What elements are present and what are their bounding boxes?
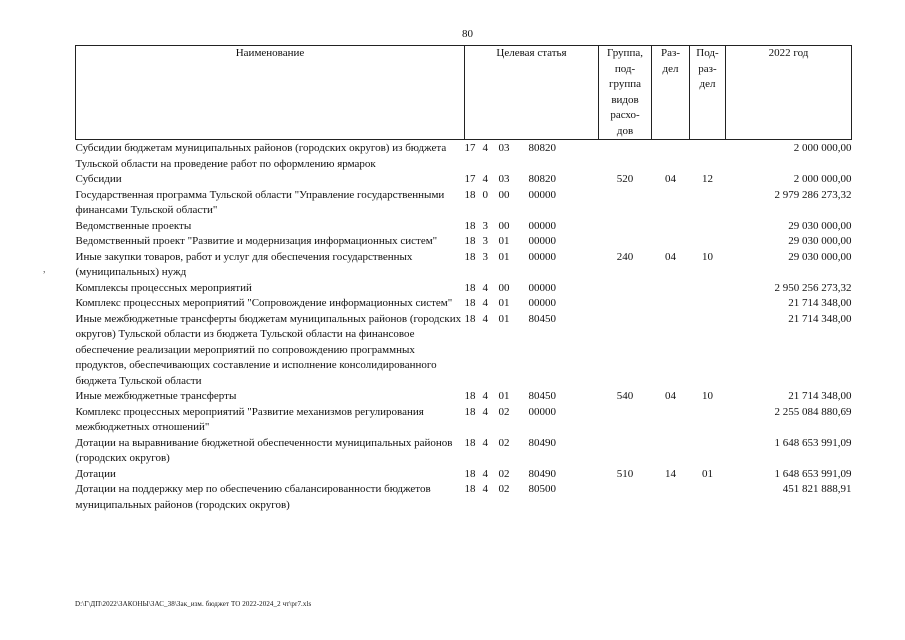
- amount-2022: 1 648 653 991,09: [774, 467, 852, 480]
- row-name: Субсидии бюджетам муниципальных районов (городских округов) из бюджета Тульской области на проведение работ по оформлению ярмарок: [75, 142, 447, 170]
- amount-2022: 21 714 348,00: [788, 312, 852, 325]
- code-event: 00: [498, 188, 510, 201]
- row-name: Комплексы процессных мероприятий: [75, 281, 252, 294]
- code-direction: 00000: [528, 281, 556, 294]
- code-direction: 80820: [528, 173, 556, 185]
- amount-2022: 1 648 653 991,09: [774, 436, 852, 449]
- code-program: 18: [464, 390, 476, 402]
- code-event: 02: [498, 405, 510, 418]
- amount-2022: 29 030 000,00: [788, 219, 852, 232]
- code-event: 00: [498, 281, 510, 294]
- code-direction: 00000: [528, 235, 556, 247]
- section: 04: [665, 390, 676, 402]
- subsection: [690, 482, 726, 513]
- code-program: 17: [464, 142, 476, 154]
- code-subprogram: 4: [482, 483, 488, 495]
- subsection: [690, 140, 726, 173]
- table-row: [76, 405, 852, 436]
- table-body: [76, 140, 852, 514]
- expense-group: 540: [616, 390, 634, 402]
- table-row: [76, 140, 852, 173]
- code-direction: 00000: [528, 405, 556, 418]
- expense-group: [599, 188, 652, 219]
- subsection: 01: [702, 467, 713, 480]
- code-direction: 00000: [528, 250, 556, 263]
- subsection: 10: [702, 250, 713, 263]
- header-year: 2022 год: [726, 46, 852, 140]
- code-direction: 80490: [528, 467, 556, 480]
- code-subprogram: 4: [482, 173, 488, 185]
- subsection: [690, 436, 726, 467]
- table-row: [76, 219, 852, 235]
- margin-mark: ,: [43, 264, 46, 275]
- code-program: 17: [464, 173, 476, 185]
- subsection: [690, 219, 726, 235]
- row-name: Дотации: [75, 467, 116, 480]
- code-event: 00: [498, 219, 510, 232]
- expense-group: [599, 140, 652, 173]
- section: [652, 296, 690, 312]
- table-row: [76, 172, 852, 188]
- code-subprogram: 4: [482, 142, 488, 154]
- header-target-article: Целевая статья: [465, 46, 599, 140]
- header-group: Группа, под- группа видов расхо- дов: [599, 46, 652, 140]
- table-row: [76, 482, 852, 513]
- file-path-footer: D:\Г\ДП\2022\ЗАКОНЫ\ЗАС_38\Зак_изм. бюджет ТО 2022-2024_2 чт\pr7.xls: [75, 600, 312, 608]
- code-subprogram: 4: [482, 405, 488, 418]
- code-direction: 80500: [528, 483, 556, 495]
- budget-table: [75, 45, 852, 513]
- code-program: 18: [464, 250, 476, 263]
- code-subprogram: 4: [482, 436, 488, 449]
- code-subprogram: 4: [482, 390, 488, 402]
- subsection: [690, 281, 726, 297]
- code-event: 02: [498, 467, 510, 480]
- code-event: 03: [498, 142, 510, 154]
- section: [652, 219, 690, 235]
- row-name: Иные межбюджетные трансферты: [75, 390, 237, 402]
- header-subsection: Под- раз- дел: [690, 46, 726, 140]
- amount-2022: 29 030 000,00: [788, 235, 852, 247]
- code-program: 18: [464, 188, 476, 201]
- code-direction: 00000: [528, 297, 556, 309]
- table-header-row: [76, 46, 852, 140]
- section: 04: [665, 173, 676, 185]
- code-event: 01: [498, 297, 510, 309]
- code-event: 01: [498, 235, 510, 247]
- expense-group: [599, 281, 652, 297]
- code-program: 18: [464, 405, 476, 418]
- code-direction: 00000: [528, 219, 556, 232]
- subsection: 12: [702, 173, 713, 185]
- row-name: Комплекс процессных мероприятий "Развитие механизмов регулирования межбюджетных отношений": [75, 405, 424, 433]
- code-direction: 00000: [528, 188, 556, 201]
- code-program: 18: [464, 312, 476, 325]
- code-program: 18: [464, 281, 476, 294]
- table-row: [76, 312, 852, 390]
- code-program: 18: [464, 235, 476, 247]
- code-subprogram: 4: [482, 312, 488, 325]
- row-name: Дотации на поддержку мер по обеспечению сбалансированности бюджетов муниципальных районов (городских округов): [75, 483, 431, 511]
- code-direction: 80450: [528, 390, 556, 402]
- code-direction: 80450: [528, 312, 556, 325]
- code-subprogram: 4: [482, 297, 488, 309]
- code-event: 02: [498, 436, 510, 449]
- code-program: 18: [464, 436, 476, 449]
- amount-2022: 2 000 000,00: [793, 142, 852, 154]
- amount-2022: 2 255 084 880,69: [774, 405, 852, 418]
- expense-group: 510: [616, 467, 634, 480]
- amount-2022: 21 714 348,00: [788, 390, 852, 402]
- expense-group: [599, 234, 652, 250]
- code-event: 03: [498, 173, 510, 185]
- section: [652, 482, 690, 513]
- code-program: 18: [464, 467, 476, 480]
- row-name: Иные межбюджетные трансферты бюджетам муниципальных районов (городских округов) Тульской области из бюджета Тульской области на финансовое обеспечение реализации мероприятий по сопровождению программных продуктов, обеспечивающих составление и исполнение консолидированного бюджета Тульской области: [75, 312, 462, 387]
- amount-2022: 2 000 000,00: [793, 173, 852, 185]
- code-direction: 80820: [528, 142, 556, 154]
- code-event: 02: [498, 483, 510, 495]
- amount-2022: 2 950 256 273,32: [774, 281, 852, 294]
- code-subprogram: 4: [482, 281, 488, 294]
- section: 04: [665, 250, 676, 263]
- table-row: [76, 188, 852, 219]
- expense-group: [599, 482, 652, 513]
- table-row: [76, 389, 852, 405]
- expense-group: [599, 312, 652, 390]
- subsection: [690, 188, 726, 219]
- expense-group: 240: [616, 250, 634, 263]
- expense-group: [599, 405, 652, 436]
- table-row: [76, 467, 852, 483]
- expense-group: 520: [616, 173, 634, 185]
- section: [652, 281, 690, 297]
- code-program: 18: [464, 219, 476, 232]
- section: [652, 188, 690, 219]
- subsection: [690, 234, 726, 250]
- table-row: [76, 436, 852, 467]
- amount-2022: 29 030 000,00: [788, 250, 852, 263]
- table-row: [76, 234, 852, 250]
- row-name: Субсидии: [75, 173, 122, 185]
- code-program: 18: [464, 483, 476, 495]
- expense-group: [599, 219, 652, 235]
- section: [652, 140, 690, 173]
- amount-2022: 21 714 348,00: [788, 297, 852, 309]
- amount-2022: 2 979 286 273,32: [774, 188, 852, 201]
- subsection: [690, 296, 726, 312]
- expense-group: [599, 296, 652, 312]
- code-event: 01: [498, 250, 510, 263]
- row-name: Дотации на выравнивание бюджетной обеспеченности муниципальных районов (городских округов): [75, 436, 453, 464]
- section: 14: [665, 467, 676, 480]
- code-subprogram: 3: [482, 219, 488, 232]
- row-name: Государственная программа Тульской области "Управление государственными финансами Тульской области": [75, 188, 445, 216]
- subsection: [690, 405, 726, 436]
- code-direction: 80490: [528, 436, 556, 449]
- header-section: Раз- дел: [652, 46, 690, 140]
- code-subprogram: 4: [482, 467, 488, 480]
- code-subprogram: 3: [482, 250, 488, 263]
- section: [652, 234, 690, 250]
- section: [652, 405, 690, 436]
- table-row: [76, 296, 852, 312]
- code-program: 18: [464, 297, 476, 309]
- expense-group: [599, 436, 652, 467]
- subsection: [690, 312, 726, 390]
- code-subprogram: 3: [482, 235, 488, 247]
- code-event: 01: [498, 312, 510, 325]
- subsection: 10: [702, 390, 713, 402]
- row-name: Ведомственный проект "Развитие и модернизация информационных систем": [75, 235, 438, 247]
- page-number: 80: [462, 28, 473, 40]
- section: [652, 312, 690, 390]
- table-row: [76, 281, 852, 297]
- row-name: Комплекс процессных мероприятий "Сопровождение информационных систем": [75, 297, 453, 309]
- code-subprogram: 0: [482, 188, 488, 201]
- header-name: Наименование: [76, 46, 465, 140]
- row-name: Иные закупки товаров, работ и услуг для обеспечения государственных (муниципальных) нужд: [75, 250, 413, 278]
- row-name: Ведомственные проекты: [75, 219, 192, 232]
- section: [652, 436, 690, 467]
- amount-2022: 451 821 888,91: [782, 483, 852, 495]
- table-row: [76, 250, 852, 281]
- code-event: 01: [498, 390, 510, 402]
